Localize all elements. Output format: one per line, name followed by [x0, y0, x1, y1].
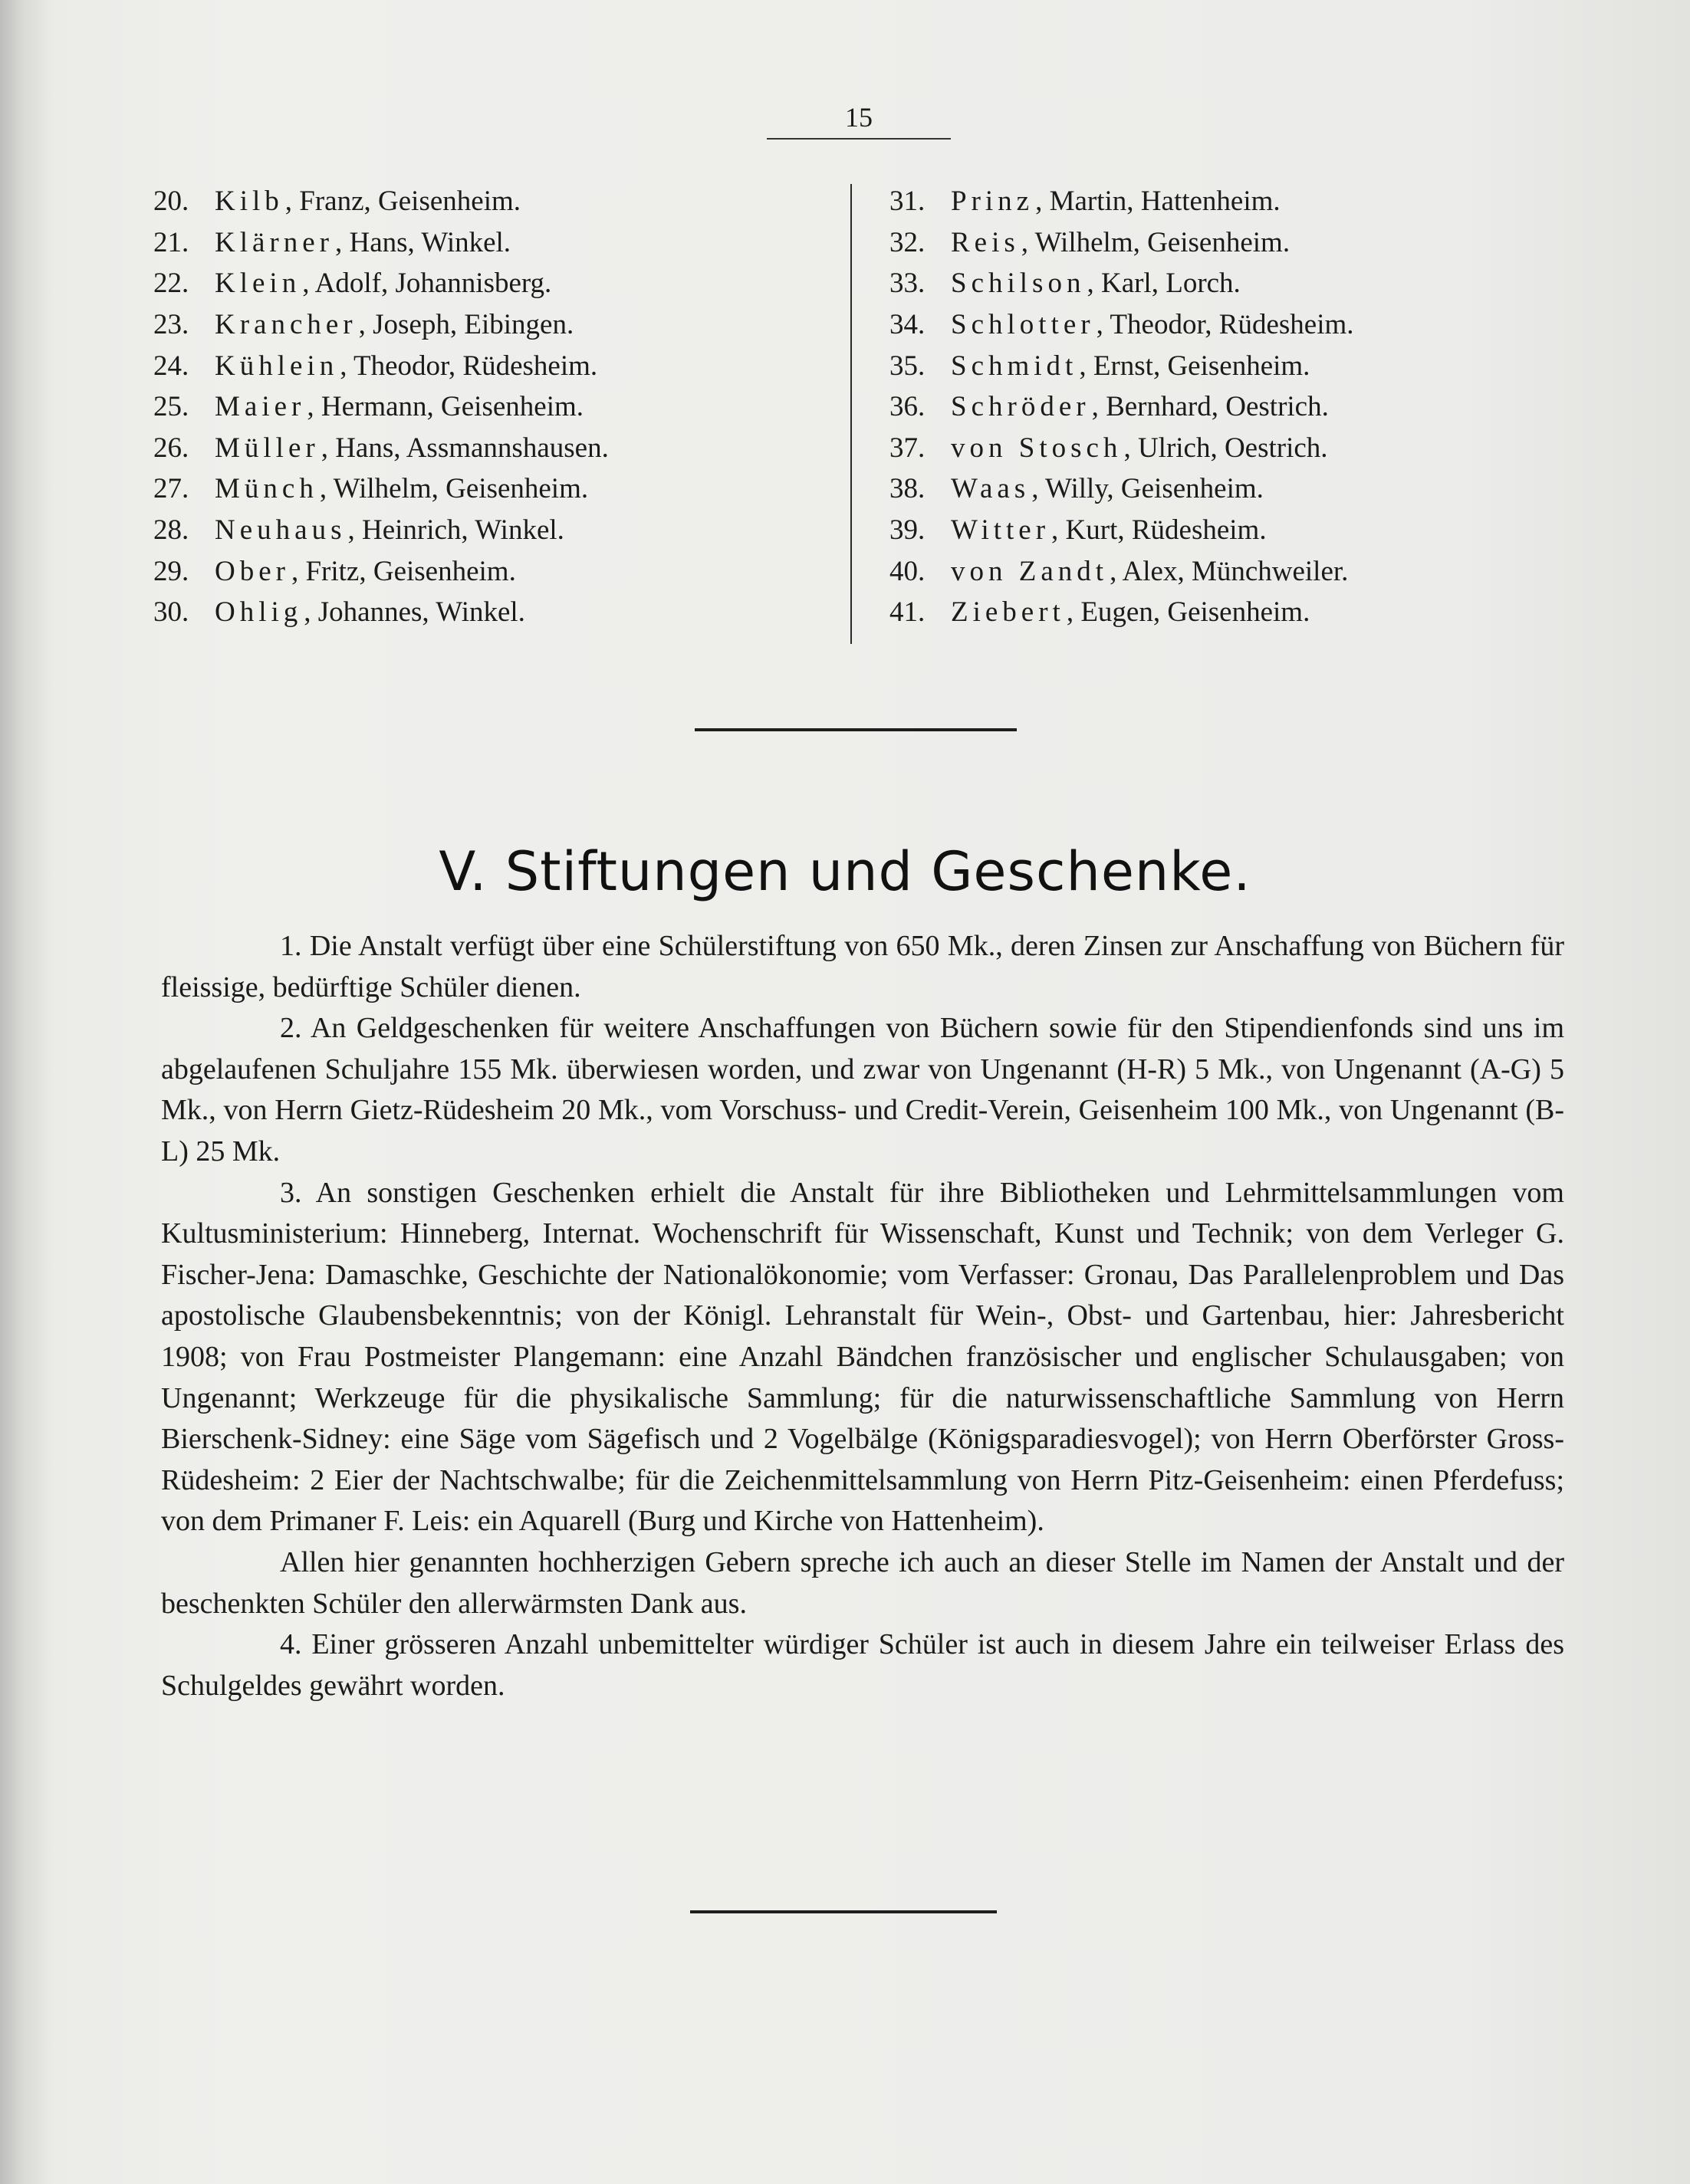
list-item-number: 34.	[889, 309, 926, 341]
paragraph-other-gifts: 3. An sonstigen Geschenken erhielt die Anstalt für ihre Bibliotheken und Lehrmittelsammlungen vom Kultusministerium: Hinneberg, Internat. Wochenschrift für Wissenschaft, Kunst und Technik; von dem Verleger G. Fischer-Jena: Damaschke, Geschichte der Nationalökonomie; vom Verfasser: Gronau, Das Parallelenproblem und Das apostolische Glaubensbekenntnis; von der Königl. Lehranstalt für Wein-, Obst- und Gartenbau, hier: Jahresbericht 1908; von Frau Postmeister Plangemann: eine Anzahl Bändchen französischer und englischer Schulausgaben; von Ungenannt; Werkzeuge für die physikalische Sammlung; für die naturwissenschaftliche Sammlung von Herrn Bierschenk-Sidney: eine Säge vom Sägefisch und 2 Vogelbälge (Königsparadiesvogel); von Herrn Oberförster Gross-Rüdesheim: 2 Eier der Nachtschwalbe; für die Zeichenmittelsammlung von Herrn Pitz-Geisenheim: einen Pferdefuss; von dem Primaner F. Leis: ein Aquarell (Burg und Kirche von Hattenheim).	[161, 1176, 1564, 1538]
list-item-details: , Karl, Lorch.	[1087, 268, 1241, 300]
list-item-surname: Müller	[215, 432, 320, 464]
list-item-number: 37.	[889, 432, 926, 464]
list-item	[889, 428, 1549, 469]
list-item-surname: Schlotter	[951, 309, 1095, 341]
list-item-details: , Hans, Assmannshausen.	[321, 432, 609, 464]
list-item-number: 41.	[889, 596, 926, 629]
list-item-details: , Johannes, Winkel.	[304, 596, 525, 629]
section-divider-bottom	[690, 1910, 997, 1913]
list-item-number: 31.	[889, 186, 926, 218]
list-item-surname: Witter	[951, 514, 1050, 547]
list-item	[153, 510, 843, 551]
list-item-details: , Eugen, Geisenheim.	[1066, 596, 1310, 629]
list-item-details: , Martin, Hattenheim.	[1035, 186, 1281, 218]
list-item	[889, 222, 1549, 264]
list-item-number: 24.	[153, 350, 189, 382]
list-item	[889, 345, 1549, 386]
list-item	[153, 263, 843, 304]
list-item-surname: Krancher	[215, 309, 357, 341]
list-item-details: , Heinrich, Winkel.	[347, 514, 564, 547]
list-item	[153, 428, 843, 469]
list-item-number: 26.	[153, 432, 189, 464]
list-item-number: 29.	[153, 555, 189, 587]
list-item-details: , Fritz, Geisenheim.	[291, 555, 516, 587]
list-item-number: 23.	[153, 309, 189, 341]
section-body	[161, 926, 1564, 1706]
list-item-surname: Kühlein	[215, 350, 339, 382]
list-item	[889, 550, 1549, 592]
list-item	[889, 304, 1549, 346]
paragraph-money-gifts: 2. An Geldgeschenken für weitere Anschaffungen von Büchern sowie für den Stipendienfonds sind uns im abgelaufenen Schuljahre 155 Mk. überwiesen worden, und zwar von Ungenannt (H-R) 5 Mk., von Ungenannt (A-G) 5 Mk., von Herrn Gietz-Rüdesheim 20 Mk., vom Vorschuss- und Credit-Verein, Geisenheim 100 Mk., von Ungenannt (B-L) 25 Mk.	[161, 1012, 1564, 1168]
list-item-surname: Schilson	[951, 268, 1086, 300]
column-divider	[850, 184, 852, 644]
list-item-surname: Schröder	[951, 391, 1090, 423]
list-item	[889, 263, 1549, 304]
list-item-details: , Franz, Geisenheim.	[284, 186, 521, 218]
list-item-details: , Bernhard, Oestrich.	[1091, 391, 1329, 423]
page-number: 15	[767, 101, 951, 140]
list-item	[153, 386, 843, 428]
list-item-number: 21.	[153, 226, 189, 258]
list-item	[889, 181, 1549, 222]
list-item-surname: von Zandt	[951, 555, 1109, 587]
list-item-surname: Münch	[215, 473, 318, 505]
paragraph-thanks: Allen hier genannten hochherzigen Gebern spreche ich auch an dieser Stelle im Namen der Anstalt und der beschenkten Schüler den allerwärmsten Dank aus.	[161, 1545, 1564, 1620]
list-item-details: , Ulrich, Oestrich.	[1123, 432, 1328, 464]
list-item-surname: Maier	[215, 391, 306, 423]
list-item-number: 20.	[153, 186, 189, 218]
list-item-number: 38.	[889, 473, 926, 505]
list-item-details: , Theodor, Rüdesheim.	[340, 350, 598, 382]
list-item-details: , Wilhelm, Geisenheim.	[1021, 226, 1291, 258]
list-item	[153, 304, 843, 346]
list-item-number: 25.	[153, 391, 189, 423]
list-item-surname: Klein	[215, 268, 301, 300]
paragraph-stipend: 1. Die Anstalt verfügt über eine Schülerstiftung von 650 Mk., deren Zinsen zur Anschaffung von Büchern für fleissige, bedürftige Schüler dienen.	[161, 930, 1564, 1003]
list-item-details: , Hermann, Geisenheim.	[307, 391, 584, 423]
list-item-details: , Adolf, Johannisberg.	[302, 268, 552, 300]
list-item-surname: Klärner	[215, 226, 334, 258]
list-item-surname: Reis	[951, 226, 1020, 258]
list-item-surname: von Stosch	[951, 432, 1123, 464]
list-item-number: 30.	[153, 596, 189, 629]
list-item-number: 39.	[889, 514, 926, 547]
list-item-details: , Alex, Münchweiler.	[1110, 555, 1349, 587]
list-item	[153, 222, 843, 264]
list-item	[889, 468, 1549, 510]
list-item-number: 40.	[889, 555, 926, 587]
list-item-surname: Ober	[215, 555, 290, 587]
list-item	[153, 345, 843, 386]
list-item	[153, 592, 843, 633]
list-item-number: 36.	[889, 391, 926, 423]
list-item	[153, 181, 843, 222]
list-item	[889, 592, 1549, 633]
list-item-surname: Schmidt	[951, 350, 1078, 382]
list-item-surname: Waas	[951, 473, 1031, 505]
list-item-surname: Ziebert	[951, 596, 1065, 629]
paragraph-fee-waiver: 4. Einer grösseren Anzahl unbemittelter würdiger Schüler ist auch in diesem Jahre ein teilweiser Erlass des Schulgeldes gewährt worden.	[161, 1628, 1564, 1702]
section-divider-top	[695, 728, 1017, 731]
list-item-surname: Prinz	[951, 186, 1034, 218]
list-item	[153, 468, 843, 510]
list-item	[153, 550, 843, 592]
list-item-details: , Wilhelm, Geisenheim.	[319, 473, 589, 505]
list-item-number: 22.	[153, 268, 189, 300]
list-item-number: 32.	[889, 226, 926, 258]
list-item-details: , Joseph, Eibingen.	[358, 309, 574, 341]
list-item-details: , Kurt, Rüdesheim.	[1051, 514, 1267, 547]
list-item-details: , Hans, Winkel.	[335, 226, 511, 258]
student-list-right	[889, 181, 1549, 633]
list-item-details: , Willy, Geisenheim.	[1031, 473, 1264, 505]
student-list-left	[153, 181, 843, 633]
list-item-number: 35.	[889, 350, 926, 382]
list-item-number: 27.	[153, 473, 189, 505]
list-item-surname: Kilb	[215, 186, 284, 218]
section-heading: V. Stiftungen und Geschenke.	[439, 840, 1251, 903]
list-item-number: 28.	[153, 514, 189, 547]
list-item	[889, 510, 1549, 551]
list-item-surname: Neuhaus	[215, 514, 347, 547]
list-item	[889, 386, 1549, 428]
list-item-surname: Ohlig	[215, 596, 303, 629]
list-item-details: , Theodor, Rüdesheim.	[1096, 309, 1354, 341]
list-item-details: , Ernst, Geisenheim.	[1079, 350, 1310, 382]
list-item-number: 33.	[889, 268, 926, 300]
